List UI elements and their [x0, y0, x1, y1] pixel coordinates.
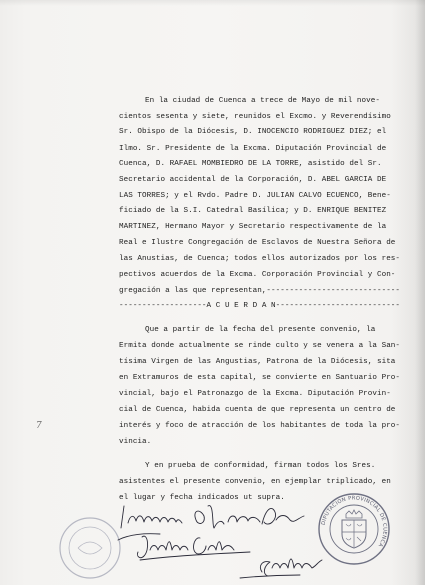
- paragraph1-line: Real e Ilustre Congregación de Esclavos de Nuestra Señora de: [119, 239, 396, 247]
- margin-note: 7: [36, 421, 42, 431]
- paragraph3-line: el lugar y fecha indicados ut supra.: [119, 494, 285, 502]
- paragraph2-line: Que a partir de la fecha del presente convenio, la: [145, 326, 376, 334]
- paragraph1-line: ficiado de la S.I. Catedral Basílica; y D. ENRIQUE BENITEZ: [119, 207, 387, 215]
- paragraph1-line: LAS TORRES; y el Rvdo. Padre D. JULIAN CALVO ECUENCO, Bene-: [119, 192, 391, 200]
- paragraph1-line: Sr. Obispo de la Diócesis, D. INOCENCIO RODRIGUEZ DIEZ; el: [119, 128, 387, 136]
- signature-inocencio: [121, 506, 304, 528]
- paragraph1-line: Cuenca, D. RAFAEL MOMBIEDRO DE LA TORRE, asistido del Sr.: [119, 160, 382, 168]
- paragraph1-line: Secretario accidental de la Corporación, D. ABEL GARCIA DE: [119, 176, 387, 184]
- paragraph2-line: cial de Cuenca, habida cuenta de que representa un centro de: [119, 406, 396, 414]
- paragraph2-line: Ermita donde actualmente se rinde culto y se venera a la San-: [119, 342, 401, 350]
- signature-benitez: [240, 559, 322, 578]
- paragraph2-line: en Extramuros de esta capital, se convierte en Santuario Pro-: [119, 374, 401, 382]
- paragraph2-line: vincial, bajo el Patronazgo de la Excma. Diputación Provin-: [119, 390, 391, 398]
- paragraph1-line: las Anustias, de Cuenca; todos ellos autorizados por los res-: [119, 255, 401, 263]
- stamp-ring-text: DIPUTACION PROVINCIAL DE CUENCA: [320, 495, 388, 548]
- paragraph1-line: En la ciudad de Cuenca a trece de Mayo de mil nove-: [145, 97, 380, 105]
- paragraph1-line: MARTINEZ, Hermano Mayor y Secretario respectivamente de la: [119, 223, 387, 231]
- faint-stamp-left: [60, 518, 120, 578]
- paragraph2-line: tísima Virgen de las Angustias, Patrona de la Diócesis, sita: [119, 358, 396, 366]
- paragraph2-line: vincia.: [119, 438, 152, 446]
- paragraph1-line: Ilmo. Sr. Presidente de la Excma. Diputación Provincial de: [119, 145, 387, 153]
- acuerdan-heading: -------------------A C U E R D A N---------------------------: [119, 302, 401, 310]
- paragraph1-line: pectivos acuerdos de la Excma. Corporación Provincial y Con-: [119, 271, 396, 279]
- paragraph3-line: Y en prueba de conformidad, firman todos los Sres.: [145, 462, 376, 470]
- paragraph1-line: cientos sesenta y siete, reunidos el Excmo. y Reverendísimo: [119, 113, 391, 121]
- signature-julian-calvo: [118, 534, 250, 560]
- paragraph1-line: gregación a las que representan,-----------------------------: [119, 287, 401, 295]
- paragraph3-line: asistentes el presente convenio, en ejemplar triplicado, en: [119, 478, 391, 486]
- official-stamp: [319, 494, 389, 564]
- paragraph2-line: interés y foco de atracción de los habitantes de toda la pro-: [119, 422, 401, 430]
